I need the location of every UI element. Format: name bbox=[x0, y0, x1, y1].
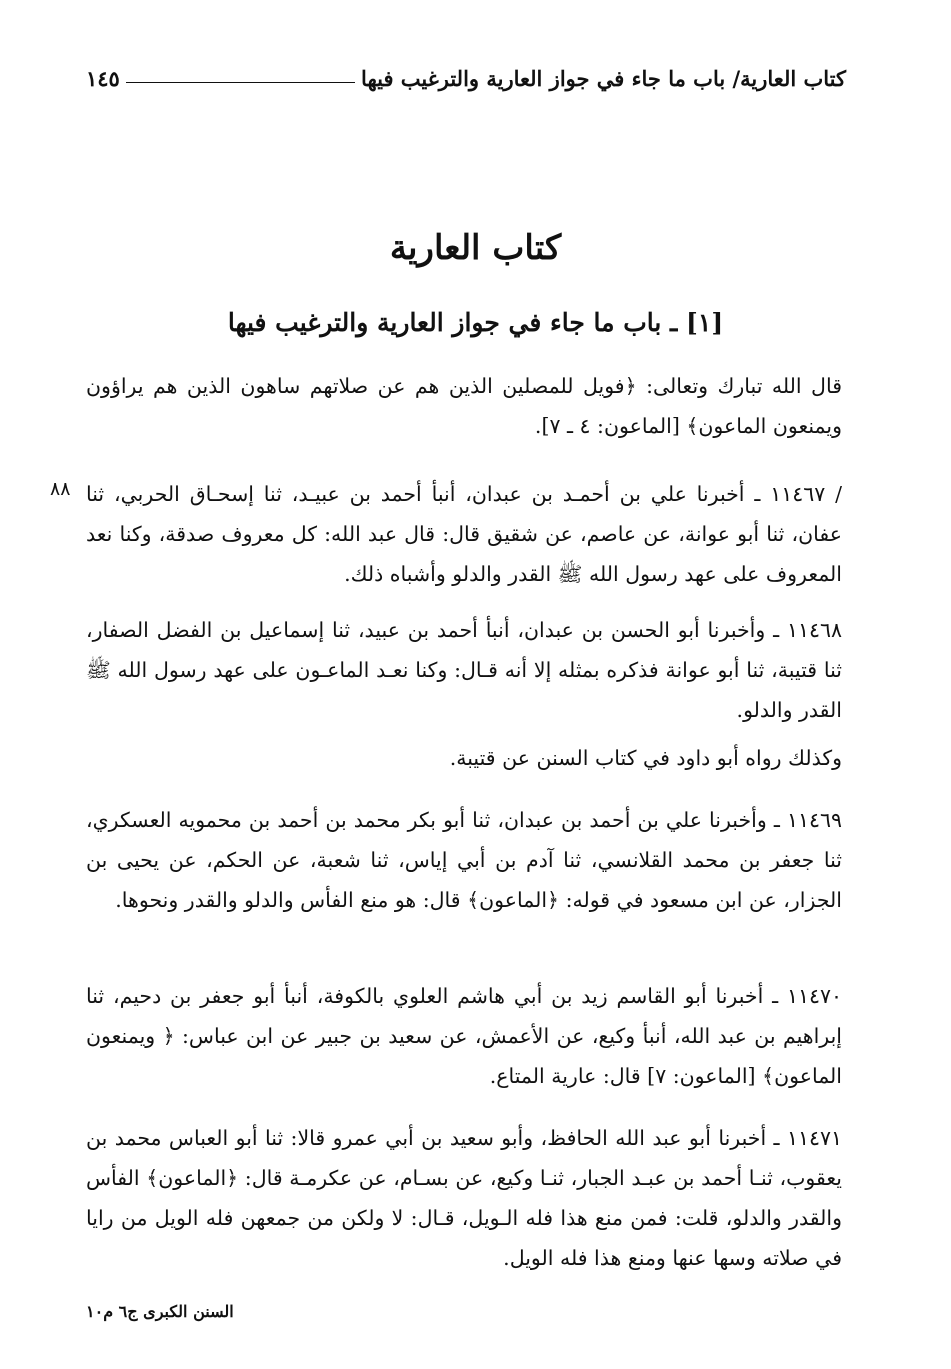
page-number: ١٤٥ bbox=[86, 65, 120, 91]
running-header bbox=[86, 58, 846, 98]
running-title: كتاب العارية/ باب ما جاء في جواز العارية والترغيب فيها bbox=[361, 65, 846, 91]
book-title: كتاب العارية bbox=[389, 228, 562, 268]
header-rule bbox=[126, 82, 355, 83]
quran-verse-paragraph: قال الله تبارك وتعالى: ﴿فويل للمصلين الذين هم عن صلاتهم ساهون الذين هم يراؤون ويمنعون الماعون﴾ [الماعون: ٤ ـ ٧]. bbox=[86, 374, 842, 438]
chapter-title: [١] ـ باب ما جاء في جواز العارية والترغيب فيها bbox=[227, 308, 724, 337]
hadith-11469: ١١٤٦٩ ـ وأخبرنا علي بن أحمد بن عبدان، ثنا أبو بكر محمد بن أحمد بن محمويه العسكري، ثنا جعفر بن محمد القلانسي، ثنا آدم بن أبي إياس، ثنا شعبة، عن الحكم، عن يحيى بن الجزار، عن ابن مسعود في قوله: ﴿الماعون﴾ قال: هو منع الفأس والدلو والقدر ونحوها. bbox=[86, 808, 842, 912]
hadith-11468: ١١٤٦٨ ـ وأخبرنا أبو الحسن بن عبدان، أنبأ أحمد بن عبيد، ثنا إسماعيل بن الفضل الصفار، ثنا قتيبة، ثنا أبو عوانة فذكره بمثله إلا أنه قـال: وكنا نعـد الماعـون على عهد رسول الله ﷺ القدر والدلو. bbox=[86, 618, 842, 722]
margin-page-note: ٨٨ bbox=[50, 478, 71, 500]
footer-signature: السنن الكبرى ج٦ م١٠ bbox=[86, 1302, 234, 1321]
hadith-11467: / ١١٤٦٧ ـ أخبرنا علي بن أحمـد بن عبدان، أنبأ أحمد بن عبيـد، ثنا إسحـاق الحربي، ثنا عفان، ثنا أبو عوانة، عن عاصم، عن شقيق قال: قال عبد الله: كل معروف صدقة، وكنا نعد المعروف على عهد رسول الله ﷺ القدر والدلو وأشباه ذلك. bbox=[86, 482, 842, 586]
hadith-11470: ١١٤٧٠ ـ أخبرنا أبو القاسم زيد بن أبي هاشم العلوي بالكوفة، أنبأ أبو جعفر بن دحيم، ثنا إبراهيم بن عبد الله، أنبأ وكيع، عن الأعمش، عن سعيد بن جبير عن ابن عباس: ﴿ ويمنعون الماعون﴾ [الماعون: ٧] قال: عارية المتاع. bbox=[86, 984, 842, 1088]
hadith-11471: ١١٤٧١ ـ أخبرنا أبو عبد الله الحافظ، وأبو سعيد بن أبي عمرو قالا: ثنا أبو العباس محمد بن يعقوب، ثنـا أحمد بن عبـد الجبار، ثنـا وكيع، عن بسـام، عن عكرمـة قال: ﴿الماعون﴾ الفأس والقدر والدلو، قلت: فمن منع هذا فله الـويل، قـال: لا ولكن من جمعهن فله الويل من رايا في صلاته وسها عنها ومنع هذا فله الويل. bbox=[86, 1126, 842, 1270]
note-abu-dawud: وكذلك رواه أبو داود في كتاب السنن عن قتيبة. bbox=[449, 746, 842, 770]
